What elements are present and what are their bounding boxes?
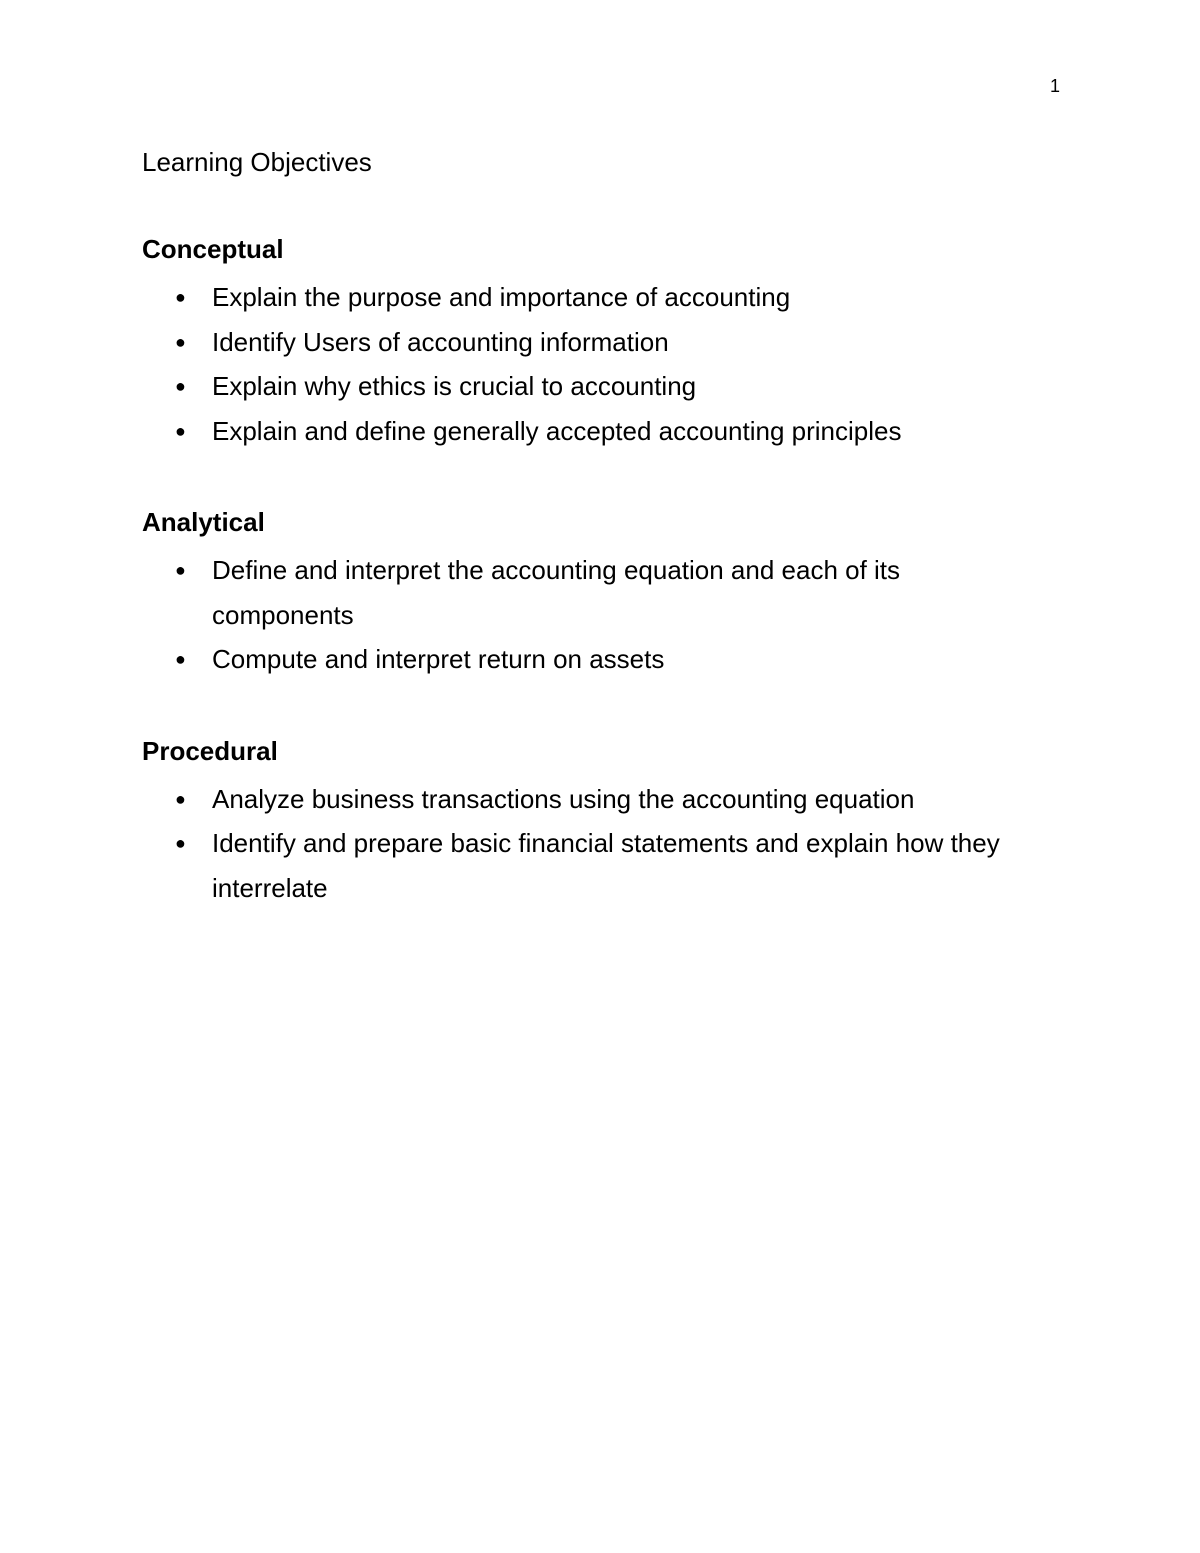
list-item [142, 275, 1042, 320]
list-item-text: Explain and define generally accepted accounting principles [212, 415, 902, 446]
section-heading: Analytical [142, 507, 265, 537]
list-item-text: Identify Users of accounting information [212, 326, 669, 357]
section-conceptual [142, 231, 1042, 453]
list-item-text: Analyze business transactions using the accounting equation [212, 783, 915, 814]
list-item [142, 777, 1042, 822]
section-analytical [142, 504, 1042, 682]
bullet-icon: ● [175, 376, 186, 396]
bullet-icon: ● [175, 649, 186, 669]
document-body [142, 144, 1042, 910]
bullet-list [142, 275, 1042, 453]
list-item-text: Compute and interpret return on assets [212, 644, 665, 674]
section-heading: Procedural [142, 735, 278, 766]
document-title: Learning Objectives [142, 147, 372, 177]
bullet-icon: ● [175, 420, 186, 441]
list-item [142, 637, 1042, 682]
bullet-icon: ● [175, 833, 186, 853]
bullet-list [142, 777, 1042, 911]
bullet-icon: ● [175, 560, 186, 580]
list-item-text: Identify and prepare basic financial statements and explain how they interrelate [212, 828, 1000, 903]
list-item [142, 320, 1042, 365]
bullet-icon: ● [175, 788, 186, 809]
section-heading: Conceptual [142, 234, 284, 264]
bullet-icon: ● [175, 287, 186, 307]
list-item [142, 548, 1042, 637]
list-item-text: Explain the purpose and importance of accounting [212, 282, 791, 312]
list-item [142, 364, 1042, 409]
list-item-text: Define and interpret the accounting equation and each of its components [212, 555, 901, 630]
list-item-text: Explain why ethics is crucial to accounting [212, 371, 697, 401]
bullet-icon: ● [175, 331, 186, 352]
bullet-list [142, 548, 1042, 682]
page-number: 1 [1049, 76, 1060, 96]
list-item [142, 409, 1042, 454]
section-procedural [142, 733, 1042, 911]
list-item [142, 821, 1042, 910]
